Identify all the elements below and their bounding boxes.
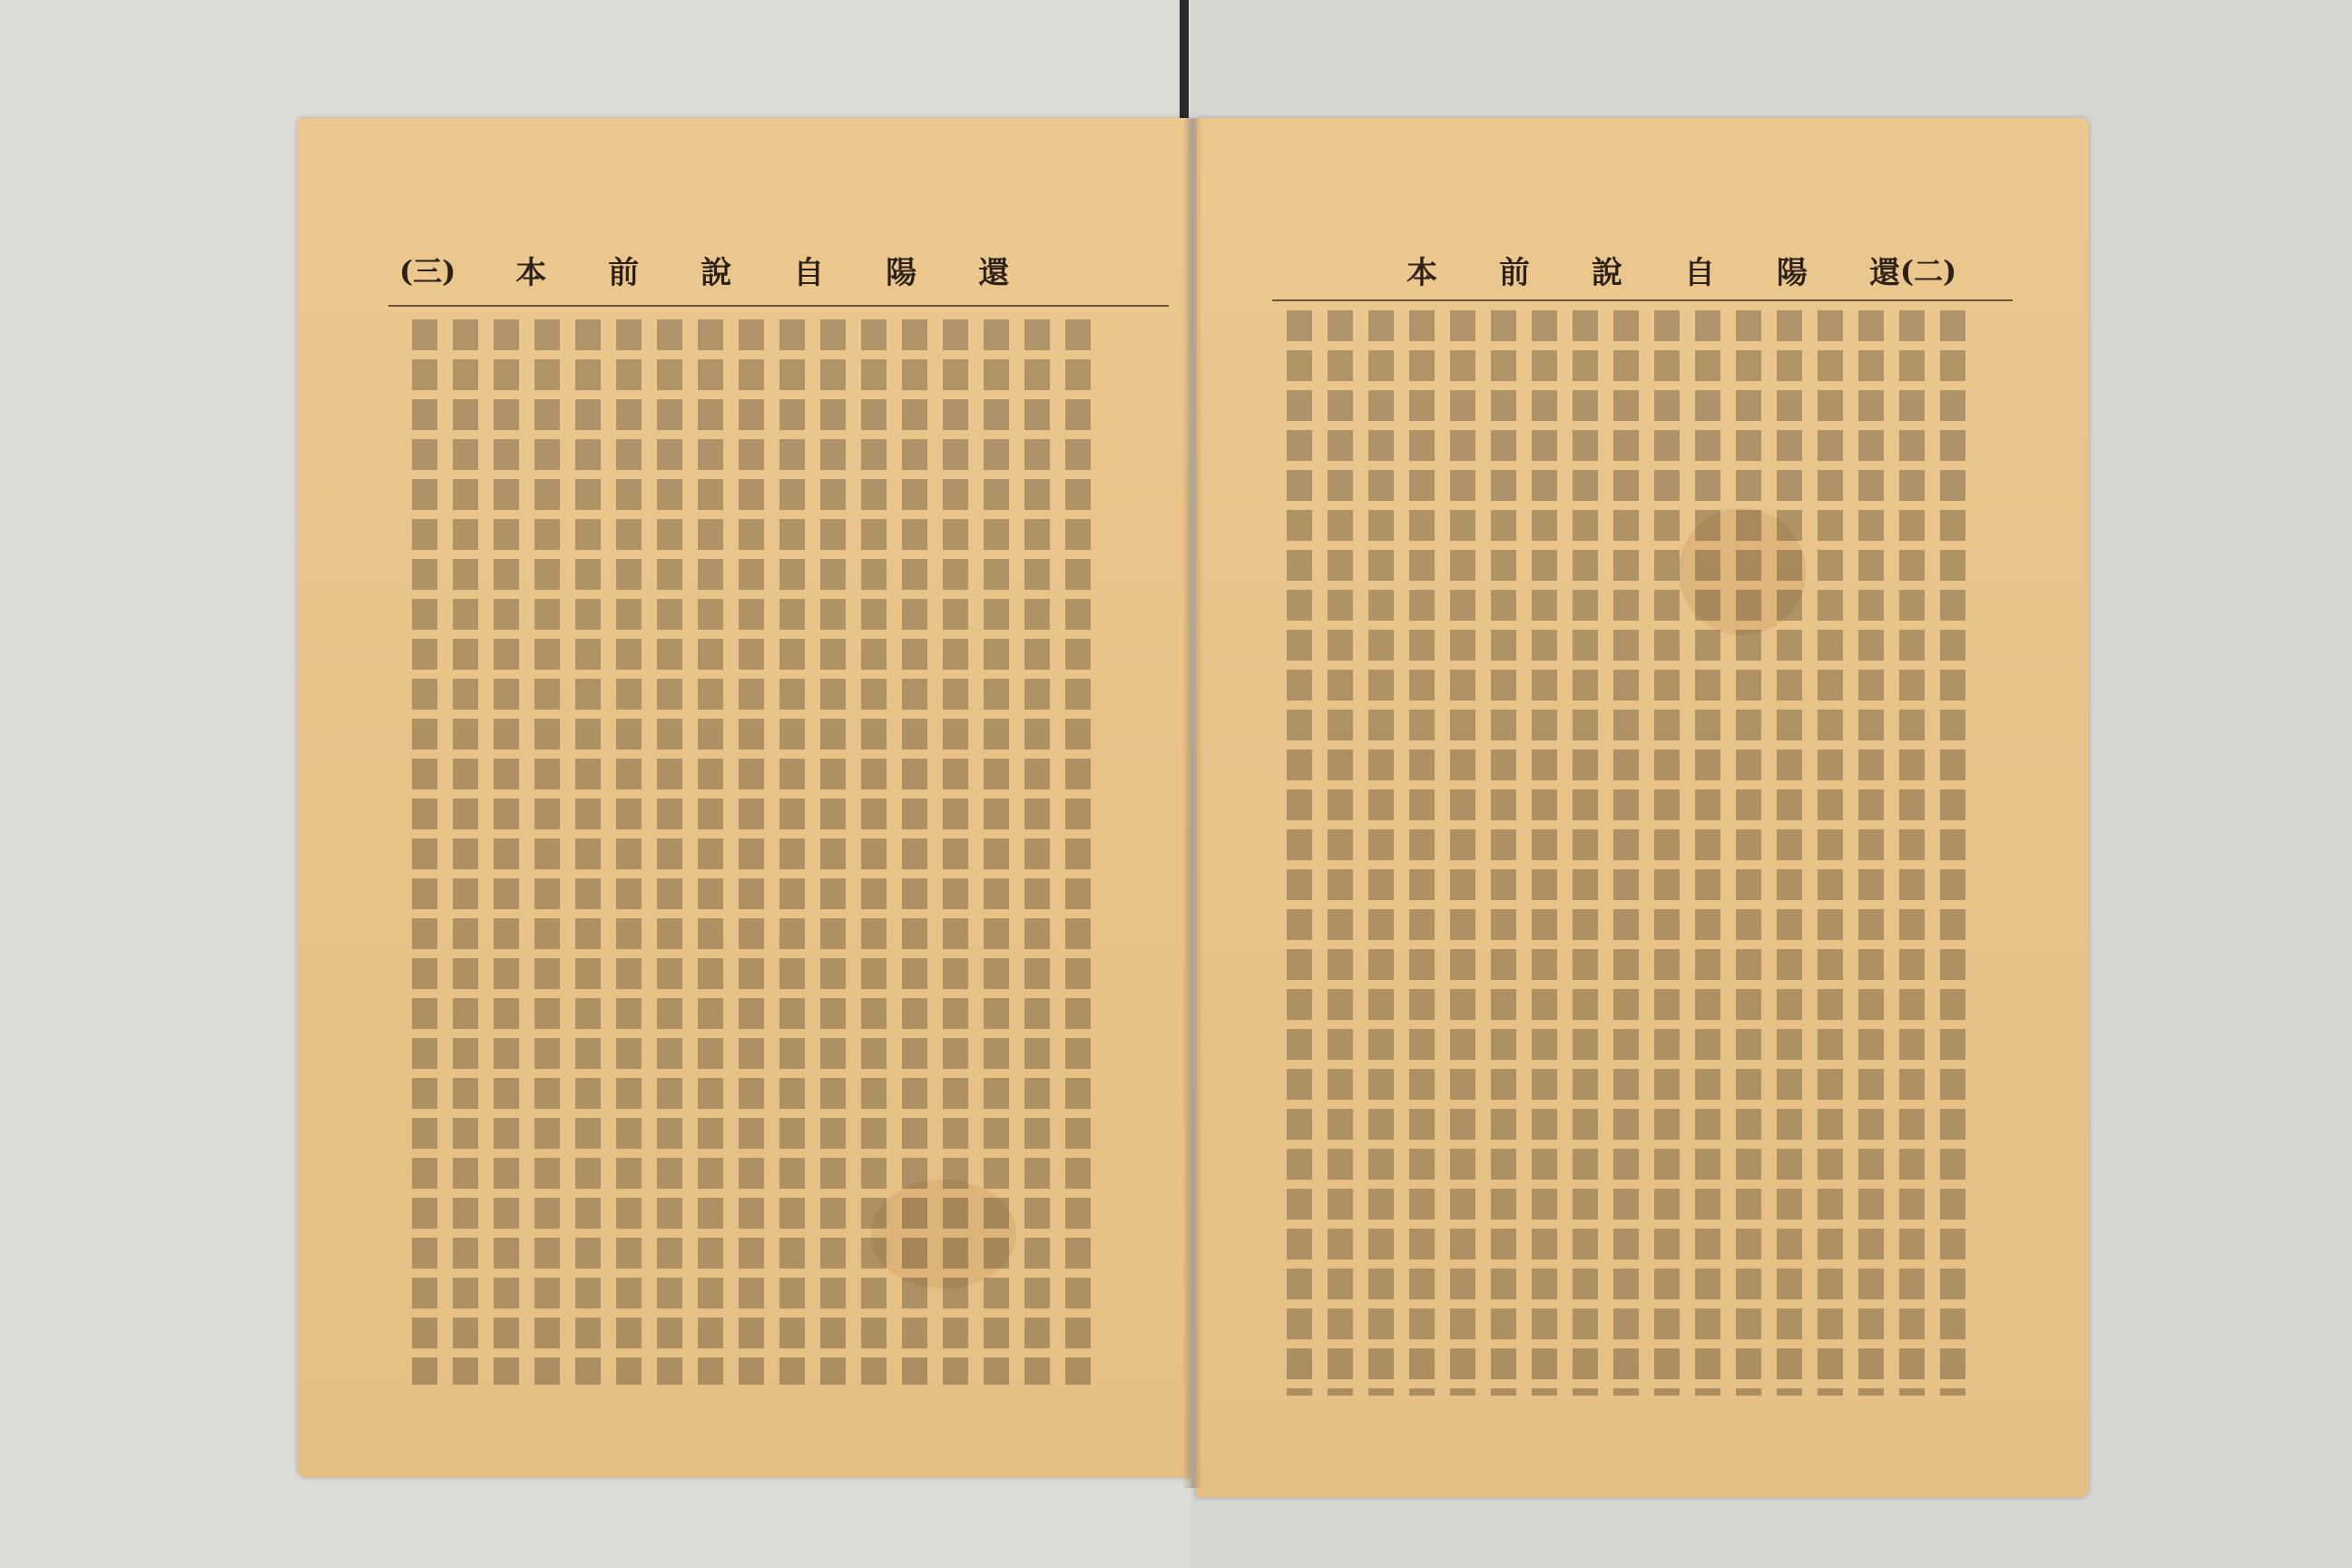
title-char: 說 (1592, 254, 1622, 291)
left-running-title (515, 248, 1009, 292)
title-char: 本 (515, 254, 547, 291)
title-char: 陽 (1777, 254, 1808, 291)
right-header-rule (1272, 299, 2013, 301)
left-body-text (405, 319, 1103, 1385)
right-body-text (1279, 310, 1969, 1396)
left-running-header (399, 238, 1010, 301)
title-char: 前 (1499, 254, 1530, 291)
right-running-header (1270, 238, 1978, 301)
binding-thread (1180, 0, 1189, 118)
book-gutter (1182, 118, 1202, 1488)
title-char: 還 (1869, 254, 1900, 291)
title-char: 陽 (886, 254, 917, 291)
title-char: 本 (1406, 254, 1437, 291)
left-header-rule (388, 305, 1169, 307)
title-char: 前 (608, 254, 640, 291)
title-char: 還 (978, 254, 1010, 291)
title-char: 自 (793, 254, 825, 291)
right-running-title (1406, 248, 1900, 292)
right-page-number: (二) (1900, 254, 1957, 289)
title-char: 說 (701, 254, 732, 291)
left-page-number: (三) (399, 254, 456, 289)
title-char: 自 (1684, 254, 1715, 291)
